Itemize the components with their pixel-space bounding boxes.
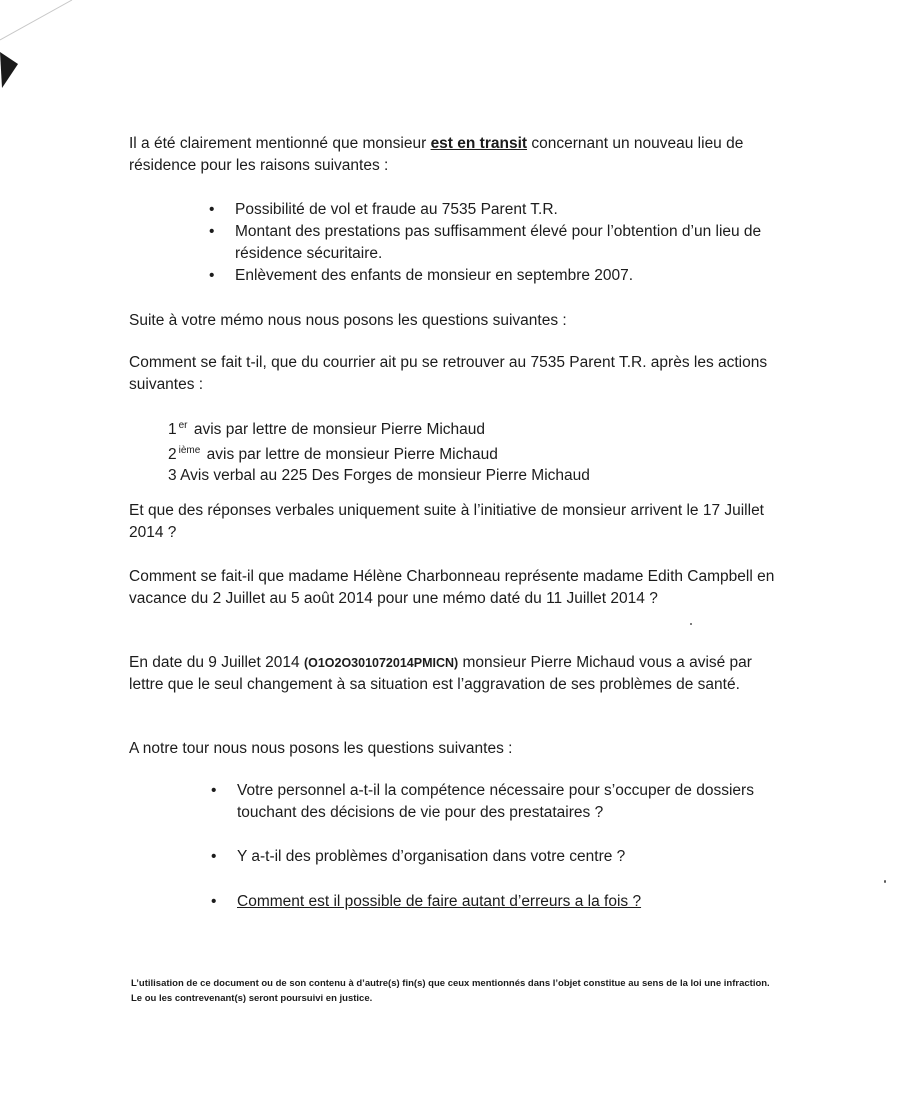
page-corner-mark-icon xyxy=(0,0,90,100)
list-item: 1 $^{er}$ avis par lettre de monsieur Pierre Michaud xyxy=(168,420,486,438)
list-item xyxy=(207,891,767,913)
actions-list xyxy=(168,415,728,486)
reference-code: (O1O2O301072014PMICN) xyxy=(303,656,459,670)
courrier-paragraph: Comment se fait t-il, que du courrier ait pu se retrouver au 7535 Parent T.R. après les actions suivantes : xyxy=(129,354,768,393)
underlined-question: Comment est il possible de faire autant d’erreurs a la fois ? xyxy=(237,893,642,910)
memo-paragraph: Suite à votre mémo nous nous posons les questions suivantes : xyxy=(129,312,567,329)
bullet-icon: • xyxy=(211,848,217,865)
bullet-icon: • xyxy=(211,782,217,799)
list-item: • Y a-t-il des problèmes d’organisation dans votre centre ? xyxy=(207,846,767,868)
intro-paragraph: Il a été clairement mentionné que monsieur est en transit concernant un nouveau lieu de résidence pour les raisons suivantes : xyxy=(129,135,744,174)
bullet-icon: • xyxy=(211,893,217,910)
bullet-icon: • xyxy=(209,223,215,240)
questions-list xyxy=(207,780,767,913)
list-item: • Possibilité de vol et fraude au 7535 Parent T.R. xyxy=(205,199,765,221)
list-item: • Votre personnel a-t-il la compétence nécessaire pour s’occuper de dossiers touchant des décisions de vie pour des prestataires ? xyxy=(211,782,754,821)
scan-speck xyxy=(690,623,692,625)
list-item: 2 $^{ième}$ avis par lettre de monsieur Pierre Michaud xyxy=(168,445,498,463)
bullet-icon: • xyxy=(209,267,215,284)
legal-footer: L’utilisation de ce document ou de son contenu à d’autre(s) fin(s) que ceux mentionnés dans l’objet constitue au sens de la loi une infraction. Le ou les contrevenant(s) seront poursuivi en justice. xyxy=(131,978,770,1004)
list-item: 3 Avis verbal au 225 Des Forges de monsieur Pierre Michaud xyxy=(168,467,590,484)
reasons-list xyxy=(205,199,765,287)
responses-paragraph: Et que des réponses verbales uniquement suite à l’initiative de monsieur arrivent le 17 Juillet 2014 ? xyxy=(129,502,764,541)
in-transit-emphasis: est en transit xyxy=(430,135,528,152)
helene-paragraph: Comment se fait-il que madame Hélène Charbonneau représente madame Edith Campbell en vacance du 2 Juillet au 5 août 2014 pour une mémo daté du 11 Juillet 2014 ? xyxy=(129,568,775,607)
tour-paragraph: A notre tour nous nous posons les questions suivantes : xyxy=(129,740,513,757)
list-item: • Montant des prestations pas suffisamment élevé pour l’obtention d’un lieu de résidence sécuritaire. xyxy=(209,223,762,262)
bullet-icon: • xyxy=(209,201,215,218)
list-item: • Enlèvement des enfants de monsieur en septembre 2007. xyxy=(205,265,765,287)
date-paragraph: En date du 9 Juillet 2014 (O1O2O301072014PMICN) monsieur Pierre Michaud vous a avisé par lettre que le seul changement à sa situation est l’aggravation de ses problèmes de santé. xyxy=(129,654,752,693)
scan-speck xyxy=(884,880,886,883)
